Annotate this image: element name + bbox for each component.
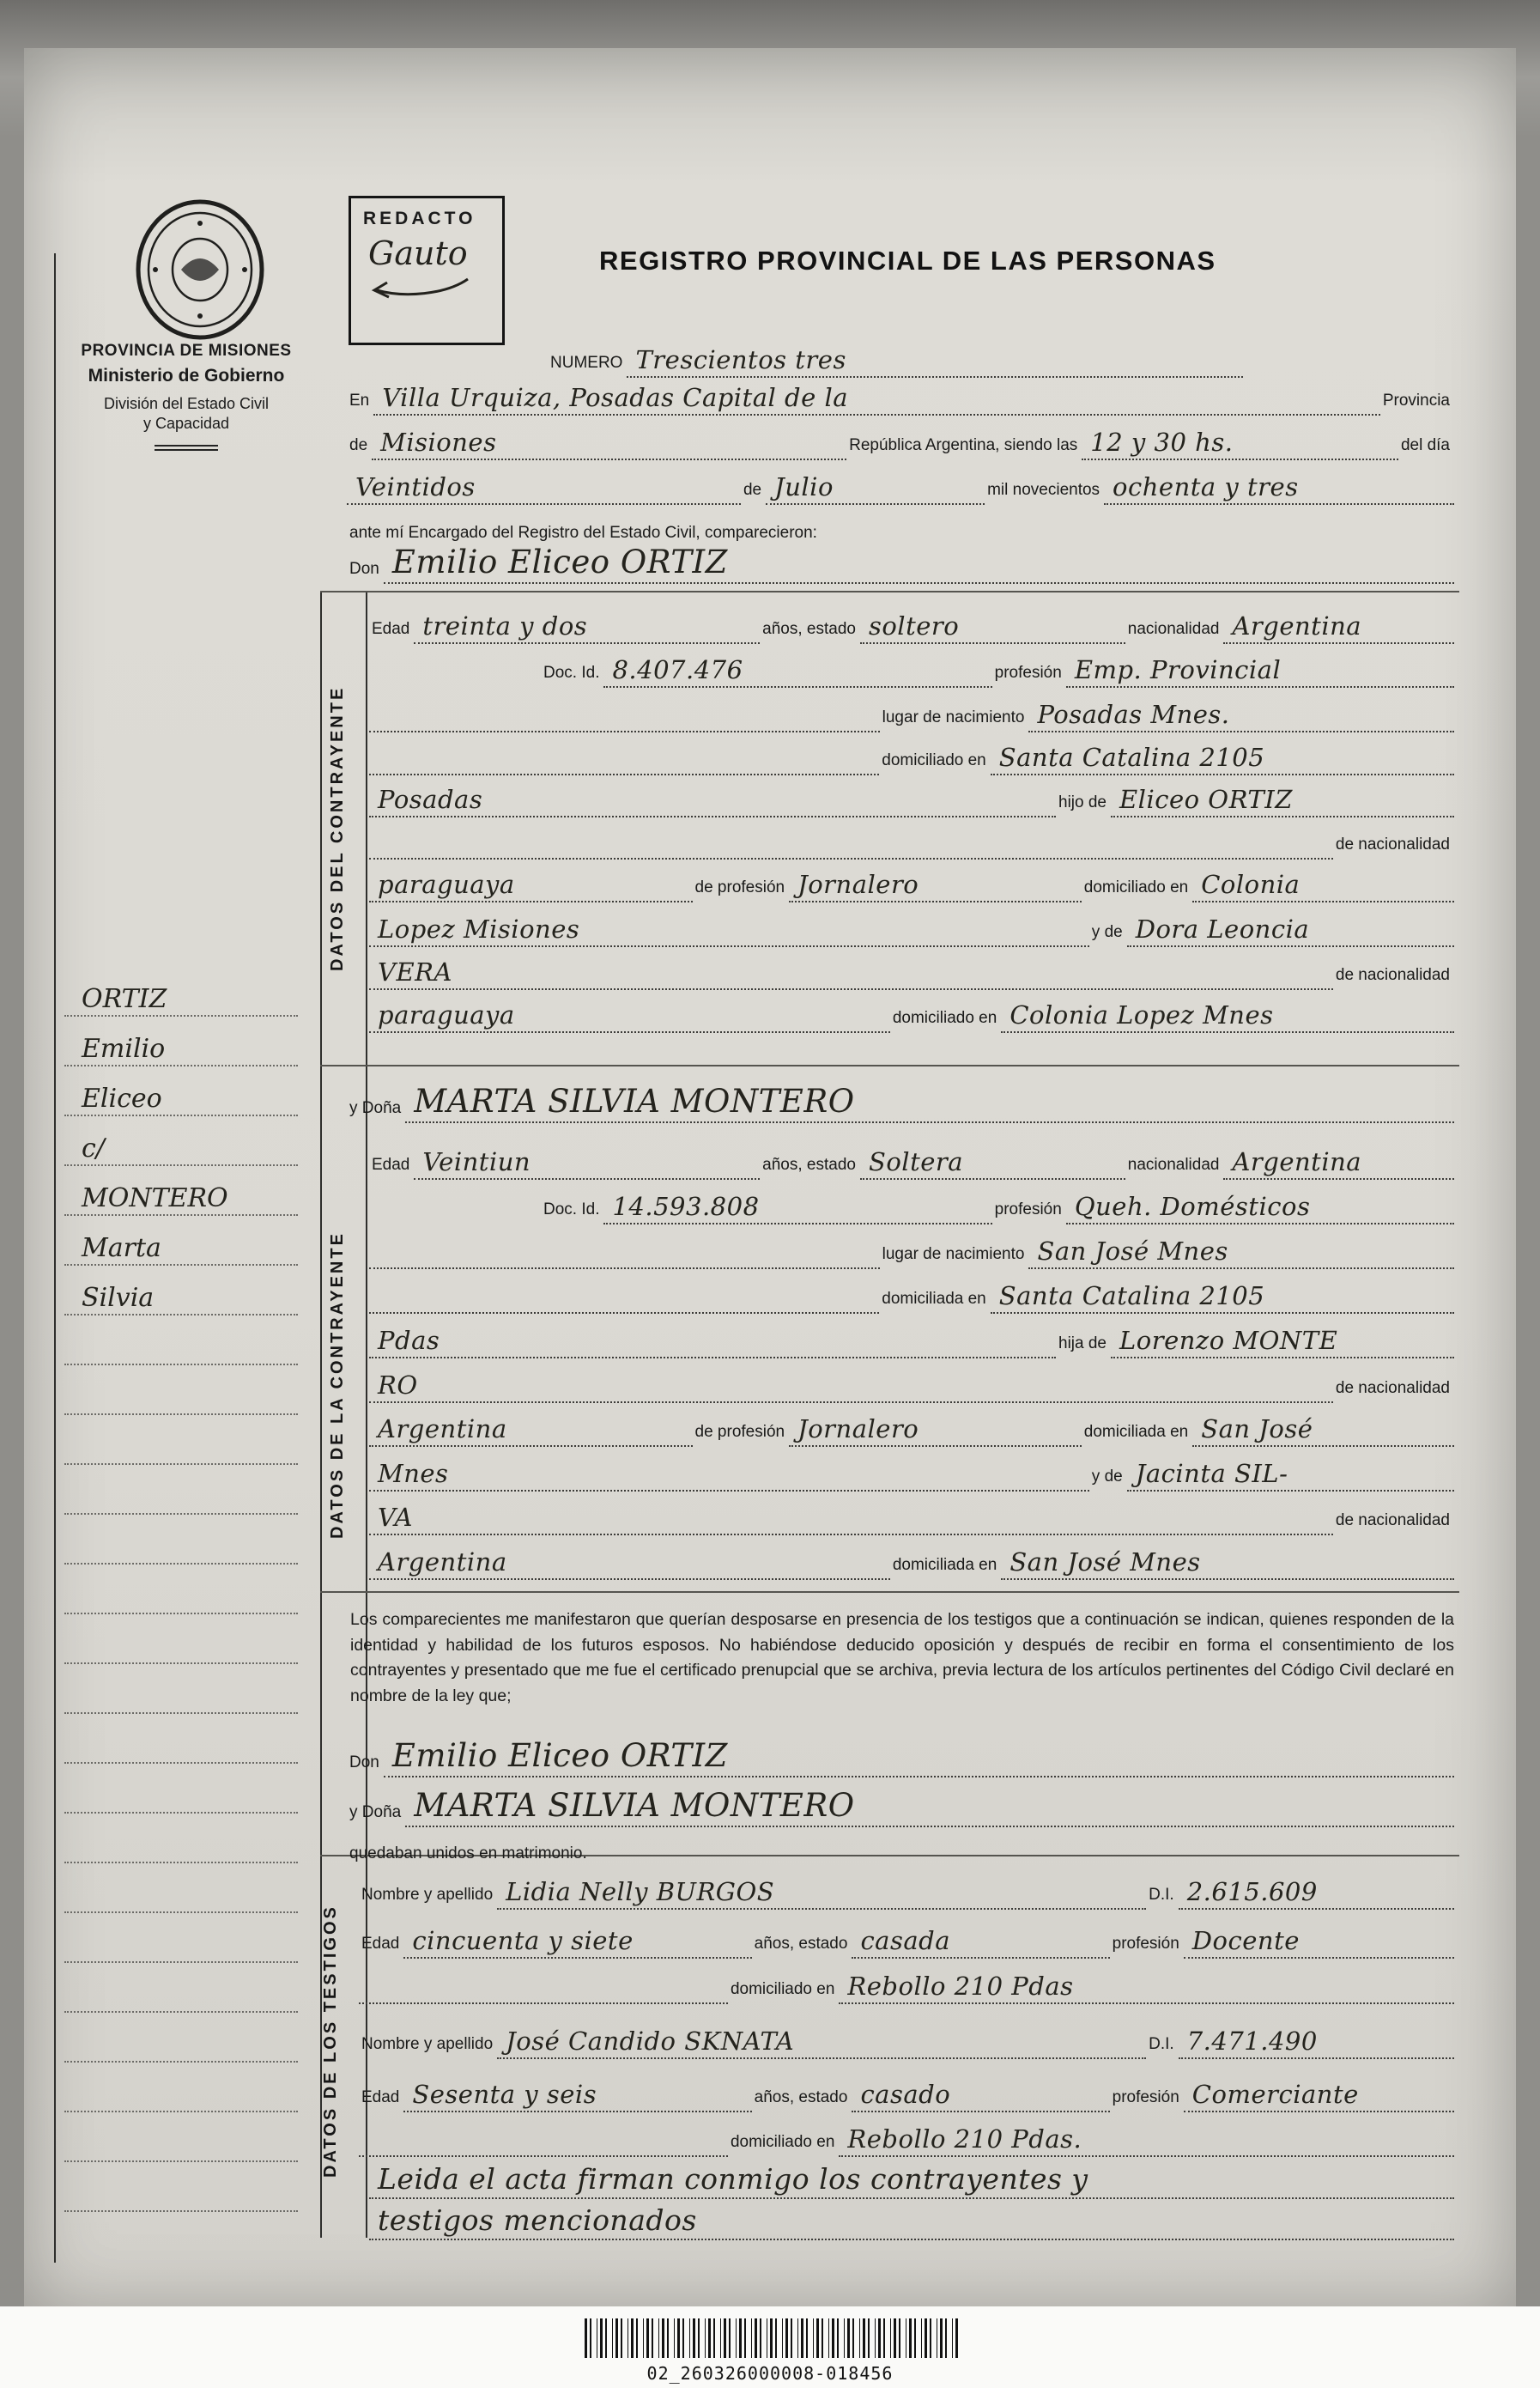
declaration-bride-row: [347, 1788, 1454, 1827]
domiciliado-en-label: domiciliado en: [1083, 878, 1189, 896]
bride-padre-value: Lorenzo MONTE: [1119, 1326, 1338, 1355]
hija-de-label: hija de: [1058, 1334, 1106, 1352]
del-dia-label: del día: [1400, 436, 1450, 454]
time-field: [1082, 421, 1398, 460]
witness1-domicilio-row: [359, 1965, 1454, 2004]
bride-profesion-field: [1066, 1185, 1454, 1224]
bride-nacionalidad-value: Argentina: [1232, 1147, 1362, 1176]
bride-madre-field: [1127, 1452, 1454, 1492]
groom-madre2-field: [369, 951, 1333, 990]
groom-madre-value: Dora Leoncia: [1135, 914, 1310, 944]
empty-field: [369, 820, 1333, 860]
bride-padre-dom-field: [1192, 1407, 1454, 1447]
declaration-groom-value: Emilio Eliceo ORTIZ: [391, 1737, 728, 1774]
witness1-edad-value: cincuenta y siete: [412, 1926, 634, 1955]
bride-nacimiento-row: [369, 1230, 1454, 1269]
witness1-edad-row: [359, 1919, 1454, 1959]
groom-profesion-value: Emp. Provincial: [1074, 655, 1282, 684]
groom-estado-label: años, estado: [762, 620, 856, 638]
groom-padre-nac-label-row: [369, 820, 1454, 860]
groom-madre2-value: VERA: [378, 957, 452, 987]
ruled-line: [64, 1515, 298, 1565]
empty-field: [369, 736, 879, 775]
witness2-di-value: 7.471.490: [1186, 2026, 1318, 2056]
sidebar-label-bride: DATOS DE LA CONTRAYENTE: [328, 1231, 347, 1539]
bride-nacionalidad-field: [1223, 1140, 1454, 1180]
witness2-di-field: [1179, 2020, 1454, 2059]
witness1-name-row: [359, 1870, 1454, 1910]
domiciliada-en-label: domiciliada en: [1083, 1423, 1189, 1441]
bride-doc-row: [369, 1185, 1454, 1224]
ante-mi-label: ante mí Encargado del Registro del Estado Civil, comparecieron:: [349, 524, 817, 542]
bride-profesion-value: Queh. Domésticos: [1074, 1192, 1311, 1221]
de-nacionalidad-label: de nacionalidad: [1335, 1379, 1450, 1397]
bride-padre-dom-value: San José: [1201, 1414, 1313, 1443]
ruled-line: [64, 1963, 298, 2013]
witness2-name-row: [359, 2020, 1454, 2059]
witness2-profesion-field: [1184, 2073, 1454, 2112]
de-profesion-label: de profesión: [694, 1423, 785, 1441]
groom-nacimiento-label: lugar de nacimiento: [882, 708, 1025, 726]
ruled-line: [64, 2112, 298, 2162]
bride-domicilio-city-field: [369, 1319, 1056, 1358]
bride-estado-label: años, estado: [762, 1156, 856, 1174]
groom-name-value: Emilio Eliceo ORTIZ: [391, 544, 728, 580]
witness1-estado-value: casada: [860, 1926, 950, 1955]
domiciliado-en-label: domiciliado en: [892, 1009, 997, 1027]
empty-field: [369, 693, 880, 732]
groom-domicilio-field: [991, 736, 1454, 775]
margin-note: MONTERO: [82, 1183, 228, 1213]
empty-field: [359, 2118, 728, 2157]
margin-note: Emilio: [82, 1034, 166, 1064]
section-divider-top: [320, 591, 1459, 592]
groom-domicilio-value: Santa Catalina 2105: [998, 743, 1265, 772]
witness2-estado-field: [852, 2073, 1109, 2112]
bride-doc-value: 14.593.808: [612, 1192, 760, 1221]
day-value: Veintidos: [355, 472, 476, 501]
section-divider-declaration: [320, 1591, 1459, 1593]
de-nacionalidad-label: de nacionalidad: [1335, 835, 1450, 854]
groom-nacionalidad-label: nacionalidad: [1127, 620, 1220, 638]
witness2-domicilio-label: domiciliado en: [730, 2133, 835, 2151]
page-title: REGISTRO PROVINCIAL DE LAS PERSONAS: [599, 246, 1216, 276]
bride-padre2-row: [369, 1364, 1454, 1403]
y-de-label: y de: [1091, 1467, 1123, 1486]
witness2-profesion-label: profesión: [1112, 2088, 1179, 2106]
bride-nacimiento-value: San José Mnes: [1037, 1237, 1228, 1266]
witness2-domicilio-field: [839, 2118, 1454, 2157]
witness1-estado-field: [852, 1919, 1109, 1959]
groom-profesion-field: [1066, 648, 1454, 688]
sidebar-label-witnesses: DATOS DE LOS TESTIGOS: [321, 1905, 340, 2178]
groom-madre-row: [369, 908, 1454, 947]
don-label: Don: [349, 1753, 379, 1771]
witness1-name-value: Lidia Nelly BURGOS: [506, 1877, 775, 1906]
bride-padre-dom2-value: Mnes: [378, 1459, 449, 1488]
month-field: [766, 465, 985, 505]
bride-padre-nac-value: Argentina: [378, 1414, 507, 1443]
closing-note-row2: [369, 2201, 1454, 2240]
numero-label: NUMERO: [550, 354, 623, 372]
mil-novecientos-label: mil novecientos: [987, 481, 1100, 499]
doc-row-spacer: [369, 1185, 541, 1224]
ruled-line: [64, 1565, 298, 1614]
margin-note: c/: [82, 1133, 105, 1164]
bride-madre-nac-field: [369, 1540, 890, 1580]
groom-edad-row: [369, 605, 1454, 644]
declaration-paragraph: Los comparecientes me manifestaron que querían desposarse en presencia de los testigos que a continuación se indican, quienes responden de la identidad y habilidad de los futuros esposos. No habiéndose deducido oposición y después de recibir en forma el consentimiento de los contrayentes y presentado que me fue el certificado prenupcial que se archiva, previa lectura de los artículos pertinentes del Código Civil declaré en nombre de la ley que;: [350, 1610, 1454, 1705]
groom-nacionalidad-field: [1223, 605, 1454, 644]
year-value: ochenta y tres: [1113, 472, 1299, 501]
y-dona-label: y Doña: [349, 1803, 402, 1821]
numero-value: Trescientos tres: [635, 345, 846, 374]
witness1-profesion-label: profesión: [1112, 1935, 1179, 1953]
groom-domicilio-city-value: Posadas: [378, 785, 483, 814]
place-value: Villa Urquiza, Posadas Capital de la: [382, 383, 849, 412]
witness1-di-value: 2.615.609: [1186, 1877, 1318, 1906]
don-label: Don: [349, 560, 379, 578]
en-label: En: [349, 392, 370, 410]
witness2-edad-field: [403, 2073, 751, 2112]
bride-padre2-field: [369, 1364, 1333, 1403]
groom-doc-row: [369, 648, 1454, 688]
witness2-edad-value: Sesenta y seis: [412, 2080, 597, 2109]
barcode: [585, 2318, 959, 2358]
witness1-profesion-value: Docente: [1191, 1926, 1300, 1955]
witness1-profesion-field: [1184, 1919, 1454, 1959]
groom-madre2-row: [369, 951, 1454, 990]
bride-domicilio-row: [369, 1274, 1454, 1314]
provincia-label: Provincia: [1382, 392, 1450, 410]
arrow-left-icon: [367, 274, 478, 303]
numero-row: [548, 338, 1243, 378]
groom-nacionalidad-value: Argentina: [1232, 611, 1362, 641]
witness1-domicilio-field: [839, 1965, 1454, 2004]
groom-madre-field: [1127, 908, 1454, 947]
bride-padre-dom2-field: [369, 1452, 1089, 1492]
empty-field: [369, 1274, 879, 1314]
witness2-estado-label: años, estado: [754, 2088, 848, 2106]
declaration-bride-field: [405, 1788, 1454, 1827]
groom-padre-prof-field: [789, 863, 1082, 902]
groom-padre-value: Eliceo ORTIZ: [1119, 785, 1293, 814]
domiciliada-en-label: domiciliada en: [892, 1556, 997, 1574]
division-line1: División del Estado Civil: [103, 395, 270, 412]
ministry-name: Ministerio de Gobierno: [88, 366, 285, 386]
bride-madre-dom-field: [1001, 1540, 1454, 1580]
witness1-domicilio-value: Rebollo 210 Pdas: [847, 1972, 1074, 2001]
ruled-line: [64, 1913, 298, 1963]
witness2-name-field: [497, 2020, 1146, 2059]
bride-domicilio-city-value: Pdas: [378, 1326, 440, 1355]
bride-domicilio-field: [991, 1274, 1454, 1314]
groom-nacimiento-value: Posadas Mnes.: [1037, 700, 1230, 729]
bride-madre2-field: [369, 1496, 1333, 1535]
province-name: PROVINCIA DE MISIONES: [81, 342, 292, 360]
witness2-edad-label: Edad: [361, 2088, 400, 2106]
declaration-groom-field: [384, 1738, 1454, 1777]
margin-note: Silvia: [82, 1283, 155, 1313]
month-value: Julio: [774, 472, 834, 501]
witness2-name-value: José Candido SKNATA: [506, 2026, 795, 2056]
groom-doc-value: 8.407.476: [612, 655, 743, 684]
bride-name-value: MARTA SILVIA MONTERO: [414, 1083, 855, 1120]
di-label: D.I.: [1149, 1886, 1174, 1904]
date-row: [347, 465, 1454, 505]
witness1-domicilio-label: domiciliado en: [730, 1980, 835, 1998]
province-value: Misiones: [380, 428, 497, 457]
groom-padre-detalle-row: [369, 863, 1454, 902]
de-label: de: [349, 436, 368, 454]
groom-padre-nac-field: [369, 863, 693, 902]
province-row: [347, 421, 1454, 460]
bride-nacionalidad-label: nacionalidad: [1127, 1156, 1220, 1174]
groom-padre-dom2-field: [369, 908, 1089, 947]
bride-padre-field: [1111, 1319, 1454, 1358]
bride-doc-label: Doc. Id.: [543, 1200, 600, 1218]
closing-note-field2: [369, 2201, 1454, 2240]
bride-nacimiento-label: lugar de nacimiento: [882, 1245, 1025, 1263]
ruled-line: [64, 1415, 298, 1465]
bride-nacimiento-field: [1028, 1230, 1454, 1269]
margin-note: Eliceo: [82, 1084, 162, 1114]
doc-row-spacer: [369, 648, 541, 688]
witness1-estado-label: años, estado: [754, 1935, 848, 1953]
groom-nacimiento-field: [1028, 693, 1454, 732]
witness2-edad-row: [359, 2073, 1454, 2112]
barcode-text: 02_260326000008-018456: [646, 2363, 894, 2384]
ruled-line: [64, 1365, 298, 1415]
ruled-line: [64, 1714, 298, 1764]
ruled-line: [64, 1814, 298, 1863]
margin-note: Marta: [82, 1233, 161, 1263]
di-label: D.I.: [1149, 2035, 1174, 2053]
witness1-di-field: [1179, 1870, 1454, 1910]
ruled-line: [64, 2013, 298, 2063]
redacto-label: REDACTO: [363, 209, 476, 228]
groom-edad-value: treinta y dos: [422, 611, 588, 641]
ruled-line: [64, 1614, 298, 1664]
groom-padre-dom-value: Colonia: [1201, 870, 1301, 899]
witness1-edad-label: Edad: [361, 1935, 400, 1953]
bride-madre-dom-row: [369, 1540, 1454, 1580]
witness2-estado-value: casado: [860, 2080, 951, 2109]
quedaban-row: [347, 1829, 1454, 1868]
seal-icon: [134, 197, 266, 342]
groom-name-row: [347, 544, 1454, 584]
bride-edad-value: Veintiun: [422, 1147, 531, 1176]
y-dona-label: y Doña: [349, 1099, 402, 1117]
witness1-edad-field: [403, 1919, 751, 1959]
bride-profesion-label: profesión: [994, 1200, 1062, 1218]
division-line2: y Capacidad: [142, 415, 230, 432]
groom-padre-row: [369, 778, 1454, 817]
closing-note-row1: [369, 2160, 1454, 2199]
closing-note-line1: Leida el acta firman conmigo los contrayentes y: [378, 2162, 1088, 2196]
redacto-box: [349, 196, 505, 345]
groom-padre-prof-value: Jornalero: [797, 870, 919, 899]
hijo-de-label: hijo de: [1058, 793, 1106, 811]
time-value: 12 y 30 hs.: [1090, 428, 1234, 457]
ruled-line: [64, 2162, 298, 2212]
groom-madre-dom-field: [1001, 993, 1454, 1033]
ruled-line: [64, 1764, 298, 1814]
groom-madre-nac-value: paraguaya: [378, 1000, 515, 1030]
place-field: [373, 376, 1380, 416]
empty-field: [369, 1230, 880, 1269]
ruled-line: [64, 1465, 298, 1515]
bride-edad-field: [414, 1140, 760, 1180]
section-divider-bride: [320, 1065, 1459, 1066]
declaration-groom-row: [347, 1738, 1454, 1777]
de-nacionalidad-label: de nacionalidad: [1335, 966, 1450, 984]
bride-padre-row: [369, 1319, 1454, 1358]
de-nacionalidad-label: de nacionalidad: [1335, 1511, 1450, 1529]
bride-madre-value: Jacinta SIL-: [1135, 1459, 1288, 1488]
bride-padre-prof-value: Jornalero: [797, 1414, 919, 1443]
groom-profesion-label: profesión: [994, 664, 1062, 682]
ruled-line: [64, 1863, 298, 1913]
witness2-domicilio-row: [359, 2118, 1454, 2157]
ruled-line: [64, 2063, 298, 2112]
year-field: [1104, 465, 1454, 505]
groom-domicilio-city-field: [369, 778, 1056, 817]
groom-edad-field: [414, 605, 760, 644]
bride-madre-nac-value: Argentina: [378, 1547, 507, 1577]
bride-padre-detalle-row: [369, 1407, 1454, 1447]
groom-padre-field: [1111, 778, 1454, 817]
document-left-border: [54, 253, 56, 2263]
groom-padre-nac-value: paraguaya: [378, 870, 515, 899]
place-row: [347, 376, 1454, 416]
groom-name-field: [384, 544, 1454, 584]
declaration-bride-value: MARTA SILVIA MONTERO: [414, 1787, 855, 1824]
y-de-label: y de: [1091, 923, 1123, 941]
bride-madre-dom-value: San José Mnes: [1009, 1547, 1201, 1577]
bride-madre2-row: [369, 1496, 1454, 1535]
bride-madre2-value: VA: [378, 1503, 413, 1532]
bride-edad-row: [369, 1140, 1454, 1180]
quedaban-label: quedaban unidos en matrimonio.: [349, 1844, 587, 1862]
bride-name-field: [405, 1084, 1454, 1123]
ruled-line: [64, 1316, 298, 1365]
republica-label: República Argentina, siendo las: [849, 436, 1078, 454]
redacto-signature: Gauto: [368, 234, 468, 272]
witness1-name-field: [497, 1870, 1146, 1910]
de-profesion-label: de profesión: [694, 878, 785, 896]
nombre-apellido-label: Nombre y apellido: [361, 2035, 494, 2053]
ante-mi-row: [347, 508, 1454, 548]
witness2-domicilio-value: Rebollo 210 Pdas.: [847, 2124, 1082, 2154]
groom-madre-nac-field: [369, 993, 890, 1033]
groom-estado-field: [860, 605, 1125, 644]
closing-note-field1: [369, 2160, 1454, 2199]
margin-note: ORTIZ: [82, 984, 167, 1014]
bride-padre-nac-field: [369, 1407, 693, 1447]
groom-padre-dom2-value: Lopez Misiones: [378, 914, 580, 944]
witness2-profesion-value: Comerciante: [1191, 2080, 1359, 2109]
groom-padre-dom-field: [1192, 863, 1454, 902]
bride-padre2-value: RO: [378, 1370, 418, 1400]
bride-doc-field: [603, 1185, 991, 1224]
groom-nacimiento-row: [369, 693, 1454, 732]
numero-field: [627, 338, 1243, 378]
groom-doc-field: [603, 648, 991, 688]
empty-field: [359, 1965, 728, 2004]
day-field: [347, 465, 741, 505]
closing-note-line2: testigos mencionados: [378, 2203, 697, 2237]
bride-padre-prof-field: [789, 1407, 1082, 1447]
groom-domicilio-row: [369, 736, 1454, 775]
bride-estado-value: Soltera: [868, 1147, 964, 1176]
bride-domicilio-value: Santa Catalina 2105: [998, 1281, 1265, 1310]
ruled-line: [64, 1664, 298, 1714]
bride-domicilio-label: domiciliada en: [882, 1290, 986, 1308]
groom-estado-value: soltero: [868, 611, 960, 641]
sidebar-label-groom: DATOS DEL CONTRAYENTE: [328, 685, 347, 972]
de2-label: de: [743, 481, 762, 499]
bride-edad-label: Edad: [372, 1156, 410, 1174]
bride-estado-field: [860, 1140, 1125, 1180]
org-block: [50, 342, 323, 447]
groom-madre-dom-row: [369, 993, 1454, 1033]
groom-doc-label: Doc. Id.: [543, 664, 600, 682]
groom-madre-dom-value: Colonia Lopez Mnes: [1009, 1000, 1274, 1030]
bride-madre-row: [369, 1452, 1454, 1492]
groom-edad-label: Edad: [372, 620, 410, 638]
nombre-apellido-label: Nombre y apellido: [361, 1886, 494, 1904]
province-field: [372, 421, 846, 460]
org-underline: [155, 445, 218, 447]
bride-name-row: [347, 1084, 1454, 1123]
groom-domicilio-label: domiciliado en: [882, 751, 986, 769]
provincial-seal: [134, 197, 266, 346]
